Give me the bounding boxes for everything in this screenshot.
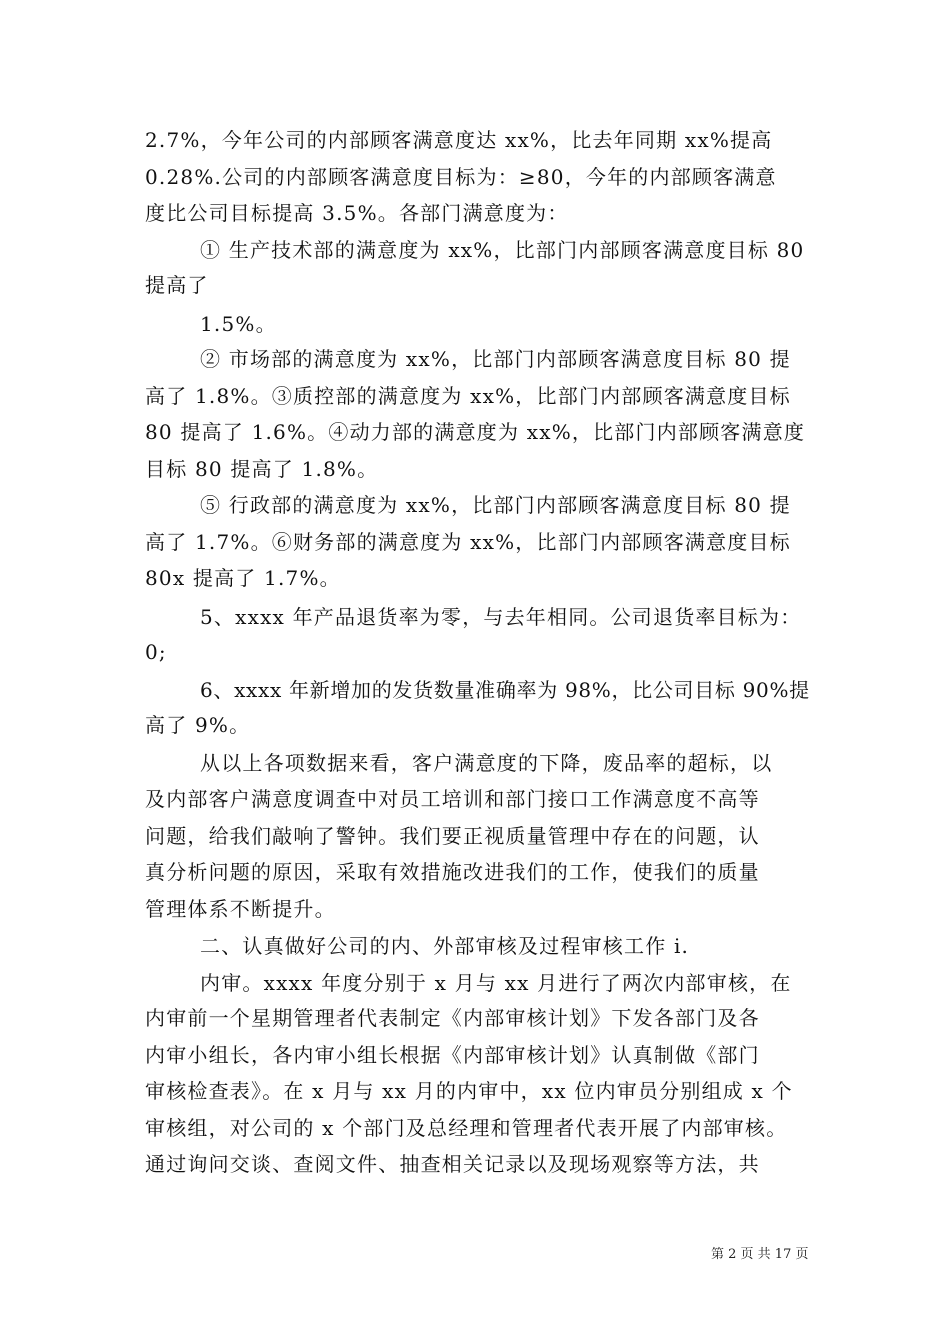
text-line: 审核组，对公司的 x 个部门及总经理和管理者代表开展了内部审核。: [145, 1116, 788, 1140]
text-line: ② 市场部的满意度为 xx%，比部门内部顾客满意度目标 80 提: [200, 347, 791, 371]
text-line: 管理体系不断提升。: [145, 897, 336, 921]
text-line: 内审前一个星期管理者代表制定《内部审核计划》下发各部门及各: [145, 1006, 760, 1030]
text-line: 1.5%。: [200, 312, 277, 336]
text-line: 真分析问题的原因，采取有效措施改进我们的工作，使我们的质量: [145, 860, 760, 884]
text-line: 内审。xxxx 年度分别于 x 月与 xx 月进行了两次内部审核，在: [200, 971, 792, 995]
text-line: 6、xxxx 年新增加的发货数量准确率为 98%，比公司目标 90%提: [200, 678, 810, 702]
text-line: 问题，给我们敲响了警钟。我们要正视质量管理中存在的问题，认: [145, 824, 760, 848]
text-line: 二、认真做好公司的内、外部审核及过程审核工作 i.: [200, 934, 690, 958]
text-line: 及内部客户满意度调查中对员工培训和部门接口工作满意度不高等: [145, 787, 760, 811]
text-line: 审核检查表》。在 x 月与 xx 月的内审中，xx 位内审员分别组成 x 个: [145, 1079, 793, 1103]
text-line: 0;: [145, 640, 167, 664]
text-line: 高了 1.8%。③质控部的满意度为 xx%，比部门内部顾客满意度目标: [145, 384, 791, 408]
text-line: 通过询问交谈、查阅文件、抽查相关记录以及现场观察等方法，共: [145, 1152, 760, 1176]
text-line: 2.7%，今年公司的内部顾客满意度达 xx%，比去年同期 xx%提高: [145, 128, 773, 152]
text-line: 度比公司目标提高 3.5%。各部门满意度为：: [145, 201, 569, 225]
text-line: ⑤ 行政部的满意度为 xx%，比部门内部顾客满意度目标 80 提: [200, 493, 791, 517]
text-line: 内审小组长，各内审小组长根据《内部审核计划》认真制做《部门: [145, 1043, 760, 1067]
text-line: 5、xxxx 年产品退货率为零，与去年相同。公司退货率目标为：: [200, 605, 802, 629]
text-line: 目标 80 提高了 1.8%。: [145, 457, 379, 481]
text-line: 高了 1.7%。⑥财务部的满意度为 xx%，比部门内部顾客满意度目标: [145, 530, 791, 554]
text-line: 从以上各项数据来看，客户满意度的下降，废品率的超标，以: [200, 751, 773, 775]
text-line: 高了 9%。: [145, 713, 251, 737]
text-line: 80x 提高了 1.7%。: [145, 566, 341, 590]
text-line: 80 提高了 1.6%。④动力部的满意度为 xx%，比部门内部顾客满意度: [145, 420, 806, 444]
text-line: 0.28%.公司的内部顾客满意度目标为：≥80，今年的内部顾客满意: [145, 165, 777, 189]
page-number-footer: 第 2 页 共 17 页: [711, 1247, 809, 1262]
text-line: 提高了: [145, 273, 209, 297]
text-line: ① 生产技术部的满意度为 xx%，比部门内部顾客满意度目标 80: [200, 238, 805, 262]
